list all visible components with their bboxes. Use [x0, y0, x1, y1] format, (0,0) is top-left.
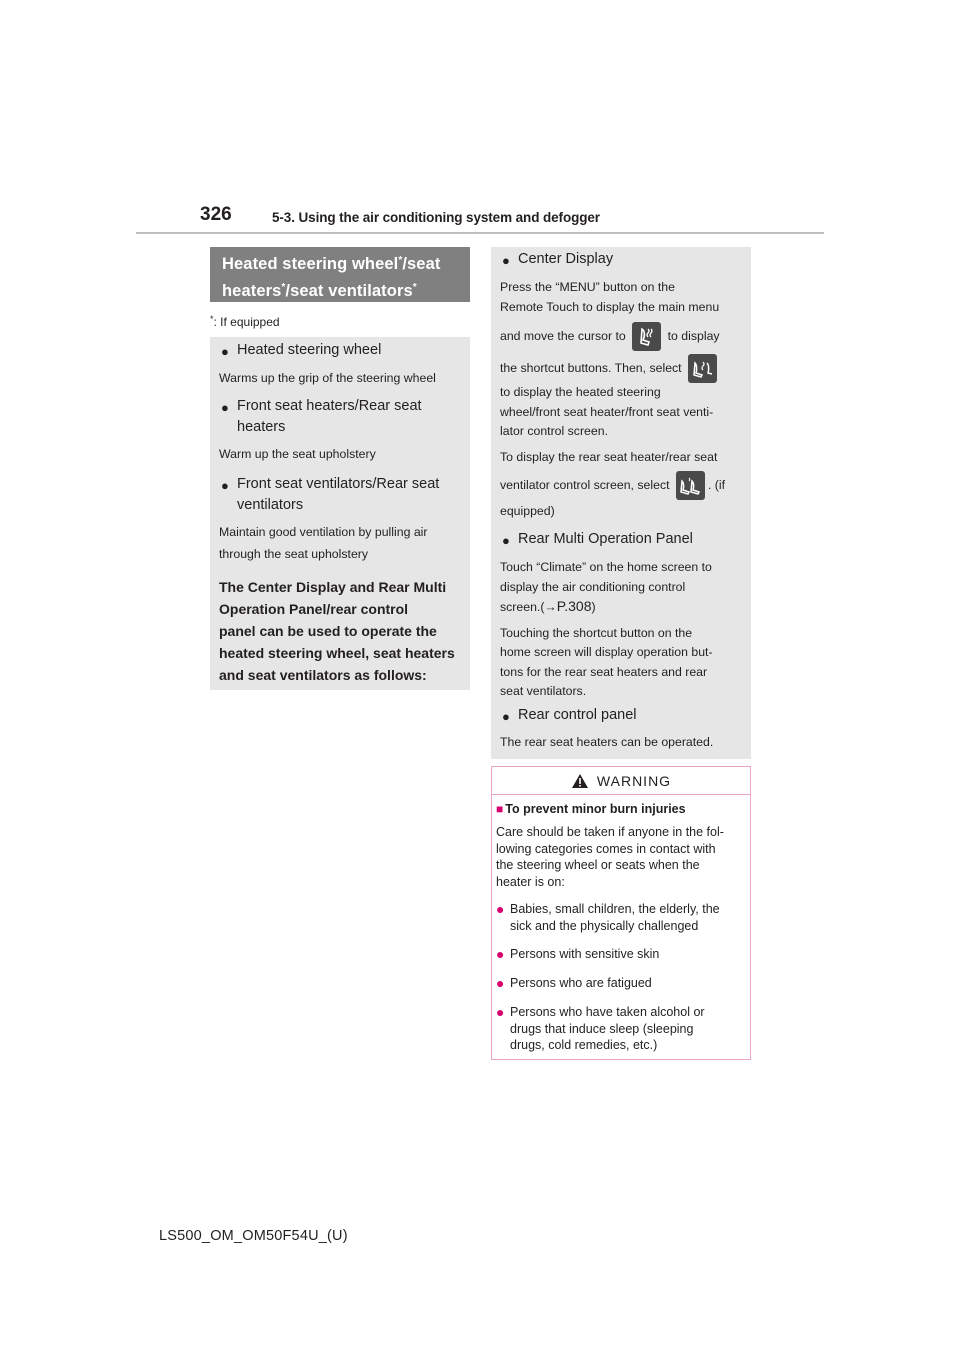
item-description: Warm up the seat upholstery	[219, 447, 376, 461]
circle-bullet-icon: ●	[496, 975, 505, 991]
bullet-icon: ●	[502, 533, 510, 548]
warning-triangle-icon	[571, 773, 589, 789]
page-number: 326	[200, 204, 232, 225]
rear-seat-heater-icon	[676, 471, 705, 500]
front-seat-heater-icon	[688, 354, 717, 383]
page-reference-arrow: →	[544, 600, 557, 614]
item-center-display: ● Center Display Press the “MENU” button on the Remote Touch to display the main menu and move the cursor to to display the shortcut buttons. Then, select to display the heated steering wheel/front seat heater/front seat venti- lator control screen. To display the rear seat heater/rear seat ventilator control screen, select . (if equipped)	[500, 251, 726, 518]
circle-bullet-icon: ●	[496, 901, 505, 917]
heading-line-1: Heated steering wheel*/seat	[222, 255, 441, 273]
operation-intro: The Center Display and Rear Multi Operation Panel/rear control panel can be used to operate the heated steering wheel, seat heaters and seat ventilators as follows:	[219, 579, 455, 683]
warning-header	[492, 767, 750, 795]
warning-subhead: ■ To prevent minor burn injuries	[496, 802, 686, 816]
item-description: Maintain good ventilation by pulling air	[219, 525, 428, 539]
item-description: Warms up the grip of the steering wheel	[219, 371, 436, 385]
square-bullet-icon: ■	[496, 802, 504, 816]
section-heading	[210, 247, 470, 302]
item-rear-multi-operation-panel: ● Rear Multi Operation Panel Touch “Climate” on the home screen to display the air conditioning control screen.(→P.308) Touching the shortcut button on the home screen will display operation but- tons for the rear seat heaters and rear seat ventilators.	[500, 531, 713, 698]
warning-list-item: ● Persons who are fatigued	[496, 975, 652, 991]
warning-box	[491, 766, 751, 1060]
item-seat-heaters: ● Front seat heaters/Rear seat heaters Warm up the seat upholstery	[210, 396, 470, 465]
document-code: LS500_OM_OM50F54U_(U)	[159, 1228, 348, 1244]
warning-list-item: ● Persons who have taken alcohol or drugs that induce sleep (sleeping drugs, cold remedies, etc.)	[496, 1004, 705, 1052]
feature-list-box	[210, 337, 470, 690]
warning-label: WARNING	[596, 772, 672, 789]
header-rule	[136, 232, 824, 234]
item-heated-steering-wheel: ● Heated steering wheel Warms up the grip of the steering wheel	[210, 340, 470, 389]
bullet-icon: ●	[221, 400, 229, 415]
heading-line-2: heaters*/seat ventilators*	[222, 282, 417, 300]
bullet-icon: ●	[221, 344, 229, 359]
warning-list-item: ● Persons with sensitive skin	[496, 946, 660, 962]
section-title: 5-3. Using the air conditioning system and defogger	[272, 210, 600, 225]
circle-bullet-icon: ●	[496, 1004, 505, 1020]
item-seat-ventilators: ● Front seat ventilators/Rear seat ventilators Maintain good ventilation by pulling air through the seat upholstery	[210, 474, 470, 564]
operation-methods-box	[491, 247, 751, 759]
item-rear-control-panel: ● Rear control panel The rear seat heaters can be operated.	[500, 707, 714, 749]
bullet-icon: ●	[502, 253, 510, 268]
circle-bullet-icon: ●	[496, 946, 505, 962]
bullet-icon: ●	[502, 709, 510, 724]
seat-climate-icon	[632, 322, 661, 351]
footnote: *: If equipped	[210, 314, 280, 329]
item-description: through the seat upholstery	[219, 546, 369, 561]
warning-list-item: ● Babies, small children, the elderly, the sick and the physically challenged	[496, 901, 720, 933]
bullet-icon: ●	[221, 478, 229, 493]
page-reference-link[interactable]: P.308	[556, 598, 592, 614]
warning-paragraph: Care should be taken if anyone in the fol- lowing categories comes in contact with the steering wheel or seats when the heater is on:	[496, 825, 724, 889]
